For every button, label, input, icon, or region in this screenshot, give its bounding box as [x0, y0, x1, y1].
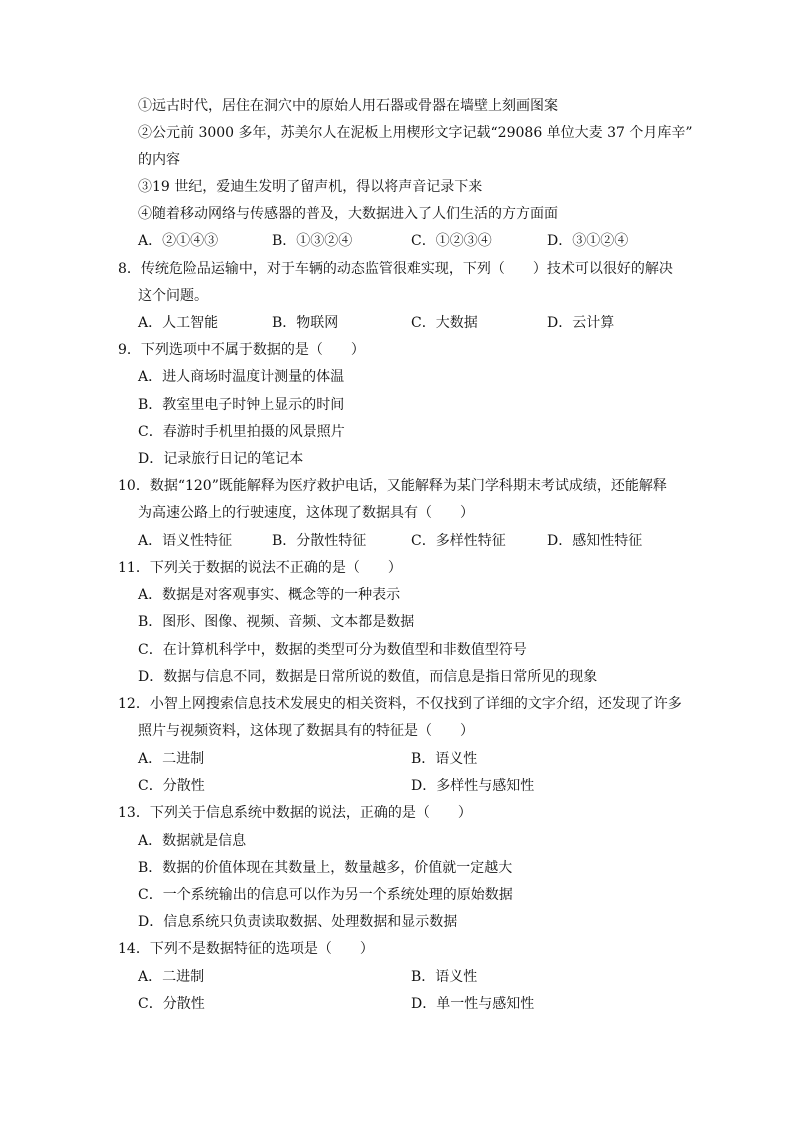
- q13-option-a: A．数据就是信息: [138, 833, 247, 849]
- q10-option-d: D．感知性特征: [547, 533, 643, 549]
- q12-option-d: D．多样性与感知性: [411, 778, 535, 794]
- q8-option-b: B．物联网: [272, 315, 339, 331]
- q12-option-a: A．二进制: [138, 751, 205, 767]
- q7-option-d: D．③①②④: [547, 233, 629, 249]
- q8-option-c: C．大数据: [411, 315, 478, 331]
- q11-stem: 11．下列关于数据的说法不正确的是（ ）: [118, 560, 402, 576]
- q12-stem: 12．小智上网搜索信息技术发展史的相关资料，不仅找到了详细的文字介绍，还发现了许多: [118, 696, 682, 712]
- q8-option-a: A．人工智能: [138, 315, 219, 331]
- q12-option-c: C．分散性: [138, 778, 205, 794]
- q7-item-3: ③19 世纪，爱迪生发明了留声机，得以将声音记录下来: [138, 179, 483, 195]
- q13-option-c: C．一个系统输出的信息可以作为另一个系统处理的原始数据: [138, 887, 513, 903]
- q7-item-4: ④随着移动网络与传感器的普及，大数据进入了人们生活的方方面面: [138, 206, 558, 222]
- q7-option-c: C．①②③④: [411, 233, 492, 249]
- q9-option-c: C．春游时手机里拍摄的风景照片: [138, 424, 345, 440]
- q11-option-d: D．数据与信息不同，数据是日常所说的数值，而信息是指日常所见的现象: [138, 669, 598, 685]
- q8-stem-cont: 这个问题。: [138, 288, 208, 304]
- q7-item-2-cont: 的内容: [138, 152, 180, 168]
- q10-stem: 10．数据“120”既能解释为医疗救护电话，又能解释为某门学科期末考试成绩，还能解释: [118, 478, 667, 494]
- q13-option-d: D．信息系统只负责读取数据、处理数据和显示数据: [138, 914, 458, 930]
- q10-stem-cont: 为高速公路上的行驶速度，这体现了数据具有（ ）: [138, 505, 474, 521]
- q9-stem: 9．下列选项中不属于数据的是（ ）: [118, 342, 365, 358]
- q9-option-b: B．教室里电子时钟上显示的时间: [138, 397, 345, 413]
- q10-option-c: C．多样性特征: [411, 533, 506, 549]
- q10-option-b: B．分散性特征: [272, 533, 367, 549]
- q9-option-a: A．进人商场时温度计测量的体温: [138, 369, 345, 385]
- q14-option-b: B．语义性: [411, 969, 478, 985]
- q8-option-d: D．云计算: [547, 315, 615, 331]
- q14-stem: 14．下列不是数据特征的选项是（ ）: [118, 941, 374, 957]
- q11-option-c: C．在计算机科学中，数据的类型可分为数值型和非数值型符号: [138, 642, 527, 658]
- q9-option-d: D．记录旅行日记的笔记本: [138, 451, 304, 467]
- q13-stem: 13．下列关于信息系统中数据的说法，正确的是（ ）: [118, 805, 472, 821]
- q7-option-b: B．①③②④: [272, 233, 353, 249]
- q7-option-a: A．②①④③: [138, 233, 219, 249]
- q12-stem-cont: 照片与视频资料，这体现了数据具有的特征是（ ）: [138, 723, 474, 739]
- q11-option-a: A．数据是对客观事实、概念等的一种表示: [138, 587, 401, 603]
- q14-option-d: D．单一性与感知性: [411, 996, 535, 1012]
- q10-option-a: A．语义性特征: [138, 533, 233, 549]
- q13-option-b: B．数据的价值体现在其数量上，数量越多，价值就一定越大: [138, 860, 513, 876]
- q14-option-a: A．二进制: [138, 969, 205, 985]
- q7-item-2: ②公元前 3000 多年，苏美尔人在泥板上用楔形文字记载“29086 单位大麦 37 个月库辛”: [138, 125, 693, 141]
- q8-stem: 8．传统危险品运输中，对于车辆的动态监管很难实现，下列（ ）技术可以很好的解决: [118, 261, 673, 277]
- q7-item-1: ①远古时代，居住在洞穴中的原始人用石器或骨器在墙壁上刻画图案: [138, 98, 558, 114]
- q12-option-b: B．语义性: [411, 751, 478, 767]
- q11-option-b: B．图形、图像、视频、音频、文本都是数据: [138, 614, 415, 630]
- q14-option-c: C．分散性: [138, 996, 205, 1012]
